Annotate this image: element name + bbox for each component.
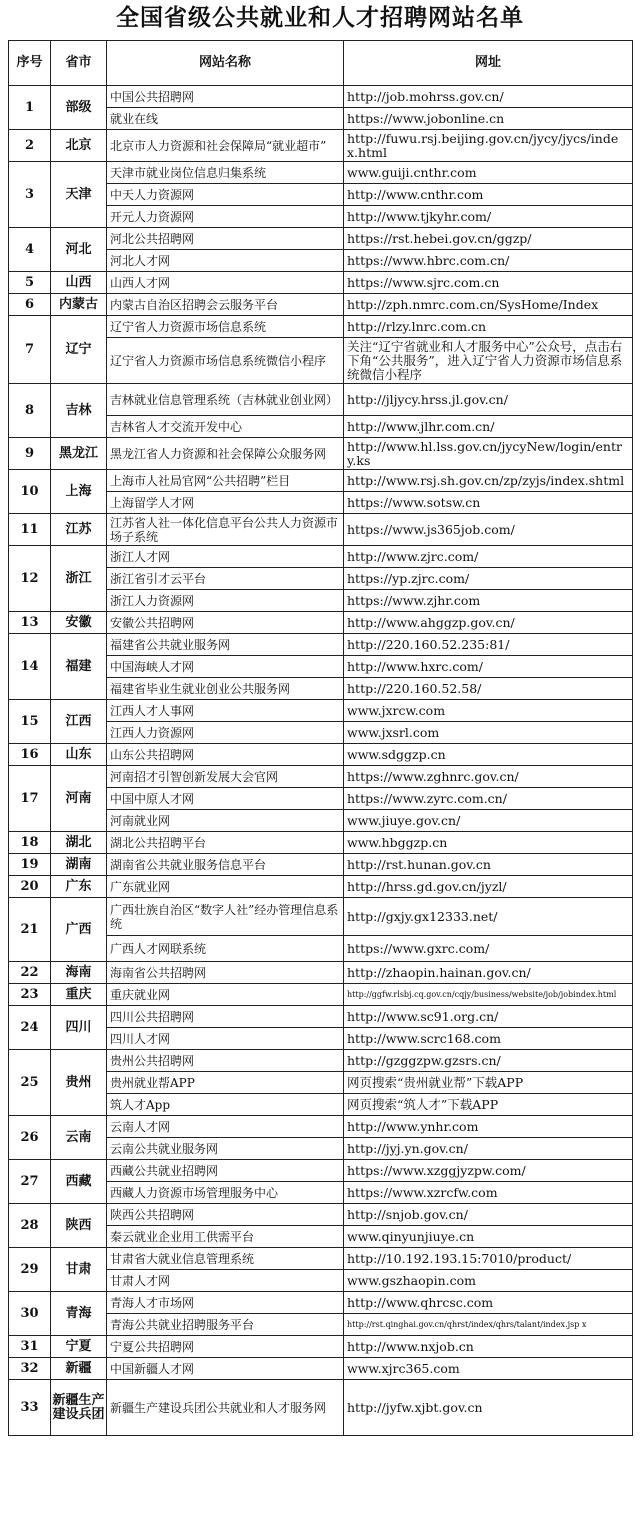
- site-name-cell: 北京市人力资源和社会保障局“就业超市”: [107, 130, 344, 162]
- url-cell: www.jxrcw.com: [344, 700, 633, 722]
- site-name-cell: 山东公共招聘网: [107, 744, 344, 766]
- url-cell: http://10.192.193.15:7010/product/: [344, 1248, 633, 1270]
- site-name-cell: 中天人力资源网: [107, 184, 344, 206]
- url-cell: 网页搜索“贵州就业帮”下载APP: [344, 1072, 633, 1094]
- row-number: 20: [9, 876, 51, 898]
- url-cell: http://220.160.52.235:81/: [344, 634, 633, 656]
- site-name-cell: 河北人才网: [107, 250, 344, 272]
- table-row: [9, 854, 633, 876]
- province-cell: 云南: [51, 1116, 107, 1160]
- url-cell: http://www.cnthr.com: [344, 184, 633, 206]
- table-row: [9, 316, 633, 338]
- province-cell: 上海: [51, 470, 107, 514]
- table-row: [9, 514, 633, 546]
- table-row: [9, 1358, 633, 1380]
- header-row: [9, 41, 633, 86]
- site-name-cell: 广东就业网: [107, 876, 344, 898]
- url-cell: www.hbggzp.cn: [344, 832, 633, 854]
- url-cell: http://www.zjrc.com/: [344, 546, 633, 568]
- url-cell: www.jxsrl.com: [344, 722, 633, 744]
- url-cell: http://zph.nmrc.com.cn/SysHome/Index: [344, 294, 633, 316]
- site-name-cell: 浙江人力资源网: [107, 590, 344, 612]
- province-cell: 湖南: [51, 854, 107, 876]
- url-cell: https://www.zjhr.com: [344, 590, 633, 612]
- province-cell: 西藏: [51, 1160, 107, 1204]
- table-row: [9, 634, 633, 656]
- url-cell: http://gxjy.gx12333.net/: [344, 898, 633, 936]
- site-name-cell: 湖南省公共就业服务信息平台: [107, 854, 344, 876]
- row-number: 10: [9, 470, 51, 514]
- row-number: 14: [9, 634, 51, 700]
- site-name-cell: 上海留学人才网: [107, 492, 344, 514]
- row-number: 23: [9, 984, 51, 1006]
- url-cell: https://www.zyrc.com.cn/: [344, 788, 633, 810]
- row-number: 32: [9, 1358, 51, 1380]
- url-cell: http://www.ynhr.com: [344, 1116, 633, 1138]
- url-cell: http://rlzy.lnrc.com.cn: [344, 316, 633, 338]
- province-cell: 宁夏: [51, 1336, 107, 1358]
- site-name-cell: 中国中原人才网: [107, 788, 344, 810]
- url-cell: http://rst.qinghai.gov.cn/qhrst/index/qhrs/talant/index.jsp x: [344, 1314, 633, 1336]
- site-name-cell: 中国新疆人才网: [107, 1358, 344, 1380]
- table-row: [9, 228, 633, 250]
- table-row: [9, 700, 633, 722]
- province-cell: 内蒙古: [51, 294, 107, 316]
- site-name-cell: 四川人才网: [107, 1028, 344, 1050]
- url-cell: http://www.qhrcsc.com: [344, 1292, 633, 1314]
- row-number: 26: [9, 1116, 51, 1160]
- site-name-cell: 西藏公共就业招聘网: [107, 1160, 344, 1182]
- url-cell: http://www.tjkyhr.com/: [344, 206, 633, 228]
- table-row: [9, 1160, 633, 1182]
- table-row: [9, 876, 633, 898]
- url-cell: https://www.sjrc.com.cn: [344, 272, 633, 294]
- url-cell: http://www.hxrc.com/: [344, 656, 633, 678]
- url-cell: www.sdggzp.cn: [344, 744, 633, 766]
- table-row: [9, 162, 633, 184]
- province-cell: 重庆: [51, 984, 107, 1006]
- url-cell: https://www.xzrcfw.com: [344, 1182, 633, 1204]
- site-name-cell: 筑人才App: [107, 1094, 344, 1116]
- row-number: 28: [9, 1204, 51, 1248]
- province-cell: 山西: [51, 272, 107, 294]
- row-number: 15: [9, 700, 51, 744]
- row-number: 7: [9, 316, 51, 384]
- url-cell: http://snjob.gov.cn/: [344, 1204, 633, 1226]
- row-number: 18: [9, 832, 51, 854]
- province-cell: 甘肃: [51, 1248, 107, 1292]
- page-title: 全国省级公共就业和人才招聘网站名单: [116, 5, 524, 31]
- site-name-cell: 宁夏公共招聘网: [107, 1336, 344, 1358]
- url-cell: http://www.hl.lss.gov.cn/jycyNew/login/entry.ks: [344, 438, 633, 470]
- row-number: 19: [9, 854, 51, 876]
- site-name-cell: 江苏省人社一体化信息平台公共人力资源市场子系统: [107, 514, 344, 546]
- province-cell: 江苏: [51, 514, 107, 546]
- url-cell: 网页搜索“筑人才”下载APP: [344, 1094, 633, 1116]
- site-name-cell: 福建省毕业生就业创业公共服务网: [107, 678, 344, 700]
- row-number: 6: [9, 294, 51, 316]
- site-name-cell: 中国公共招聘网: [107, 86, 344, 108]
- site-name-cell: 辽宁省人力资源市场信息系统微信小程序: [107, 338, 344, 384]
- url-cell: https://rst.hebei.gov.cn/ggzp/: [344, 228, 633, 250]
- website-table: [8, 40, 633, 1436]
- site-name-cell: 就业在线: [107, 108, 344, 130]
- site-name-cell: 秦云就业企业用工供需平台: [107, 1226, 344, 1248]
- url-cell: https://www.gxrc.com/: [344, 936, 633, 962]
- table-row: [9, 470, 633, 492]
- site-name-cell: 广西人才网联系统: [107, 936, 344, 962]
- table-row: [9, 898, 633, 936]
- url-cell: https://www.hbrc.com.cn/: [344, 250, 633, 272]
- province-cell: 北京: [51, 130, 107, 162]
- site-name-cell: 中国海峡人才网: [107, 656, 344, 678]
- province-cell: 辽宁: [51, 316, 107, 384]
- site-name-cell: 青海人才市场网: [107, 1292, 344, 1314]
- url-cell: http://220.160.52.58/: [344, 678, 633, 700]
- url-cell: http://www.sc91.org.cn/: [344, 1006, 633, 1028]
- row-number: 1: [9, 86, 51, 130]
- table-row: [9, 130, 633, 162]
- site-name-cell: 四川公共招聘网: [107, 1006, 344, 1028]
- url-cell: https://yp.zjrc.com/: [344, 568, 633, 590]
- url-cell: www.xjrc365.com: [344, 1358, 633, 1380]
- url-cell: https://www.xzggjyzpw.com/: [344, 1160, 633, 1182]
- site-name-cell: 青海公共就业招聘服务平台: [107, 1314, 344, 1336]
- url-cell: http://jljycy.hrss.jl.gov.cn/: [344, 384, 633, 416]
- table-header: [9, 41, 633, 86]
- province-cell: 福建: [51, 634, 107, 700]
- site-name-cell: 江西人才人事网: [107, 700, 344, 722]
- province-cell: 陕西: [51, 1204, 107, 1248]
- site-name-cell: 贵州就业帮APP: [107, 1072, 344, 1094]
- site-name-cell: 山西人才网: [107, 272, 344, 294]
- site-name-cell: 吉林省人才交流开发中心: [107, 416, 344, 438]
- province-cell: 黑龙江: [51, 438, 107, 470]
- province-cell: 青海: [51, 1292, 107, 1336]
- row-number: 4: [9, 228, 51, 272]
- url-cell: http://www.scrc168.com: [344, 1028, 633, 1050]
- url-cell: https://www.zghnrc.gov.cn/: [344, 766, 633, 788]
- row-number: 27: [9, 1160, 51, 1204]
- url-cell: http://jyfw.xjbt.gov.cn: [344, 1380, 633, 1436]
- table-row: [9, 1248, 633, 1270]
- row-number: 3: [9, 162, 51, 228]
- province-cell: 四川: [51, 1006, 107, 1050]
- row-number: 21: [9, 898, 51, 962]
- site-name-cell: 云南公共就业服务网: [107, 1138, 344, 1160]
- province-cell: 浙江: [51, 546, 107, 612]
- url-cell: www.qinyunjiuye.cn: [344, 1226, 633, 1248]
- row-number: 2: [9, 130, 51, 162]
- site-name-cell: 广西壮族自治区“数字人社”经办管理信息系统: [107, 898, 344, 936]
- site-name-cell: 甘肃省大就业信息管理系统: [107, 1248, 344, 1270]
- table-row: [9, 384, 633, 416]
- site-name-cell: 河南就业网: [107, 810, 344, 832]
- site-name-cell: 陕西公共招聘网: [107, 1204, 344, 1226]
- site-name-cell: 河北公共招聘网: [107, 228, 344, 250]
- site-name-cell: 天津市就业岗位信息归集系统: [107, 162, 344, 184]
- url-cell: http://www.jlhr.com.cn/: [344, 416, 633, 438]
- url-cell: https://www.jobonline.cn: [344, 108, 633, 130]
- url-cell: http://hrss.gd.gov.cn/jyzl/: [344, 876, 633, 898]
- province-cell: 天津: [51, 162, 107, 228]
- province-cell: 贵州: [51, 1050, 107, 1116]
- site-name-cell: 吉林就业信息管理系统（吉林就业创业网）: [107, 384, 344, 416]
- url-cell: http://rst.hunan.gov.cn: [344, 854, 633, 876]
- site-name-cell: 安徽公共招聘网: [107, 612, 344, 634]
- url-cell: http://jyj.yn.gov.cn/: [344, 1138, 633, 1160]
- province-cell: 部级: [51, 86, 107, 130]
- site-name-cell: 河南招才引智创新发展大会官网: [107, 766, 344, 788]
- site-name-cell: 黑龙江省人力资源和社会保障公众服务网: [107, 438, 344, 470]
- row-number: 29: [9, 1248, 51, 1292]
- site-name-cell: 甘肃人才网: [107, 1270, 344, 1292]
- row-number: 11: [9, 514, 51, 546]
- table-row: [9, 294, 633, 316]
- url-cell: http://zhaopin.hainan.gov.cn/: [344, 962, 633, 984]
- row-number: 30: [9, 1292, 51, 1336]
- url-cell: 关注“辽宁省就业和人才服务中心”公众号，点击右下角“公共服务”，进入辽宁省人力资源市场信息系统微信小程序: [344, 338, 633, 384]
- site-name-cell: 浙江省引才云平台: [107, 568, 344, 590]
- header-site-name: 网站名称: [107, 41, 344, 86]
- url-cell: http://gzggzpw.gzsrs.cn/: [344, 1050, 633, 1072]
- province-cell: 新疆生产建设兵团: [51, 1380, 107, 1436]
- province-cell: 新疆: [51, 1358, 107, 1380]
- province-cell: 广东: [51, 876, 107, 898]
- site-name-cell: 辽宁省人力资源市场信息系统: [107, 316, 344, 338]
- url-cell: https://www.js365job.com/: [344, 514, 633, 546]
- table-row: [9, 546, 633, 568]
- site-name-cell: 重庆就业网: [107, 984, 344, 1006]
- row-number: 33: [9, 1380, 51, 1436]
- row-number: 5: [9, 272, 51, 294]
- table-row: [9, 832, 633, 854]
- table-row: [9, 1116, 633, 1138]
- header-url: 网址: [344, 41, 633, 86]
- site-name-cell: 海南省公共招聘网: [107, 962, 344, 984]
- province-cell: 湖北: [51, 832, 107, 854]
- site-name-cell: 新疆生产建设兵团公共就业和人才服务网: [107, 1380, 344, 1436]
- site-name-cell: 内蒙古自治区招聘会云服务平台: [107, 294, 344, 316]
- site-name-cell: 贵州公共招聘网: [107, 1050, 344, 1072]
- url-cell: http://fuwu.rsj.beijing.gov.cn/jycy/jycs/index.html: [344, 130, 633, 162]
- header-no: 序号: [9, 41, 51, 86]
- province-cell: 河北: [51, 228, 107, 272]
- site-name-cell: 江西人力资源网: [107, 722, 344, 744]
- province-cell: 吉林: [51, 384, 107, 438]
- url-cell: www.gszhaopin.com: [344, 1270, 633, 1292]
- province-cell: 河南: [51, 766, 107, 832]
- row-number: 16: [9, 744, 51, 766]
- site-name-cell: 开元人力资源网: [107, 206, 344, 228]
- province-cell: 海南: [51, 962, 107, 984]
- url-cell: www.jiuye.gov.cn/: [344, 810, 633, 832]
- table-row: [9, 86, 633, 108]
- site-name-cell: 湖北公共招聘平台: [107, 832, 344, 854]
- table-row: [9, 1380, 633, 1436]
- url-cell: http://www.ahggzp.gov.cn/: [344, 612, 633, 634]
- table-row: [9, 1336, 633, 1358]
- province-cell: 江西: [51, 700, 107, 744]
- row-number: 24: [9, 1006, 51, 1050]
- row-number: 17: [9, 766, 51, 832]
- url-cell: http://www.nxjob.cn: [344, 1336, 633, 1358]
- header-province: 省市: [51, 41, 107, 86]
- row-number: 8: [9, 384, 51, 438]
- site-name-cell: 福建省公共就业服务网: [107, 634, 344, 656]
- site-name-cell: 西藏人力资源市场管理服务中心: [107, 1182, 344, 1204]
- url-cell: https://www.sotsw.cn: [344, 492, 633, 514]
- table-row: [9, 962, 633, 984]
- table-row: [9, 984, 633, 1006]
- table-row: [9, 612, 633, 634]
- table-row: [9, 1292, 633, 1314]
- table-row: [9, 438, 633, 470]
- table-row: [9, 272, 633, 294]
- url-cell: http://www.rsj.sh.gov.cn/zp/zyjs/index.shtml: [344, 470, 633, 492]
- table-row: [9, 766, 633, 788]
- url-cell: http://job.mohrss.gov.cn/: [344, 86, 633, 108]
- table-row: [9, 1006, 633, 1028]
- site-name-cell: 浙江人才网: [107, 546, 344, 568]
- row-number: 25: [9, 1050, 51, 1116]
- row-number: 12: [9, 546, 51, 612]
- site-name-cell: 云南人才网: [107, 1116, 344, 1138]
- url-cell: www.guiji.cnthr.com: [344, 162, 633, 184]
- row-number: 22: [9, 962, 51, 984]
- row-number: 31: [9, 1336, 51, 1358]
- table-row: [9, 1050, 633, 1072]
- province-cell: 山东: [51, 744, 107, 766]
- table-body: [9, 86, 633, 1436]
- row-number: 9: [9, 438, 51, 470]
- table-row: [9, 1204, 633, 1226]
- province-cell: 广西: [51, 898, 107, 962]
- url-cell: http://ggfw.rlsbj.cq.gov.cn/cqjy/business/website/job/jobindex.html: [344, 984, 633, 1006]
- table-row: [9, 744, 633, 766]
- site-name-cell: 上海市人社局官网“公共招聘”栏目: [107, 470, 344, 492]
- province-cell: 安徽: [51, 612, 107, 634]
- row-number: 13: [9, 612, 51, 634]
